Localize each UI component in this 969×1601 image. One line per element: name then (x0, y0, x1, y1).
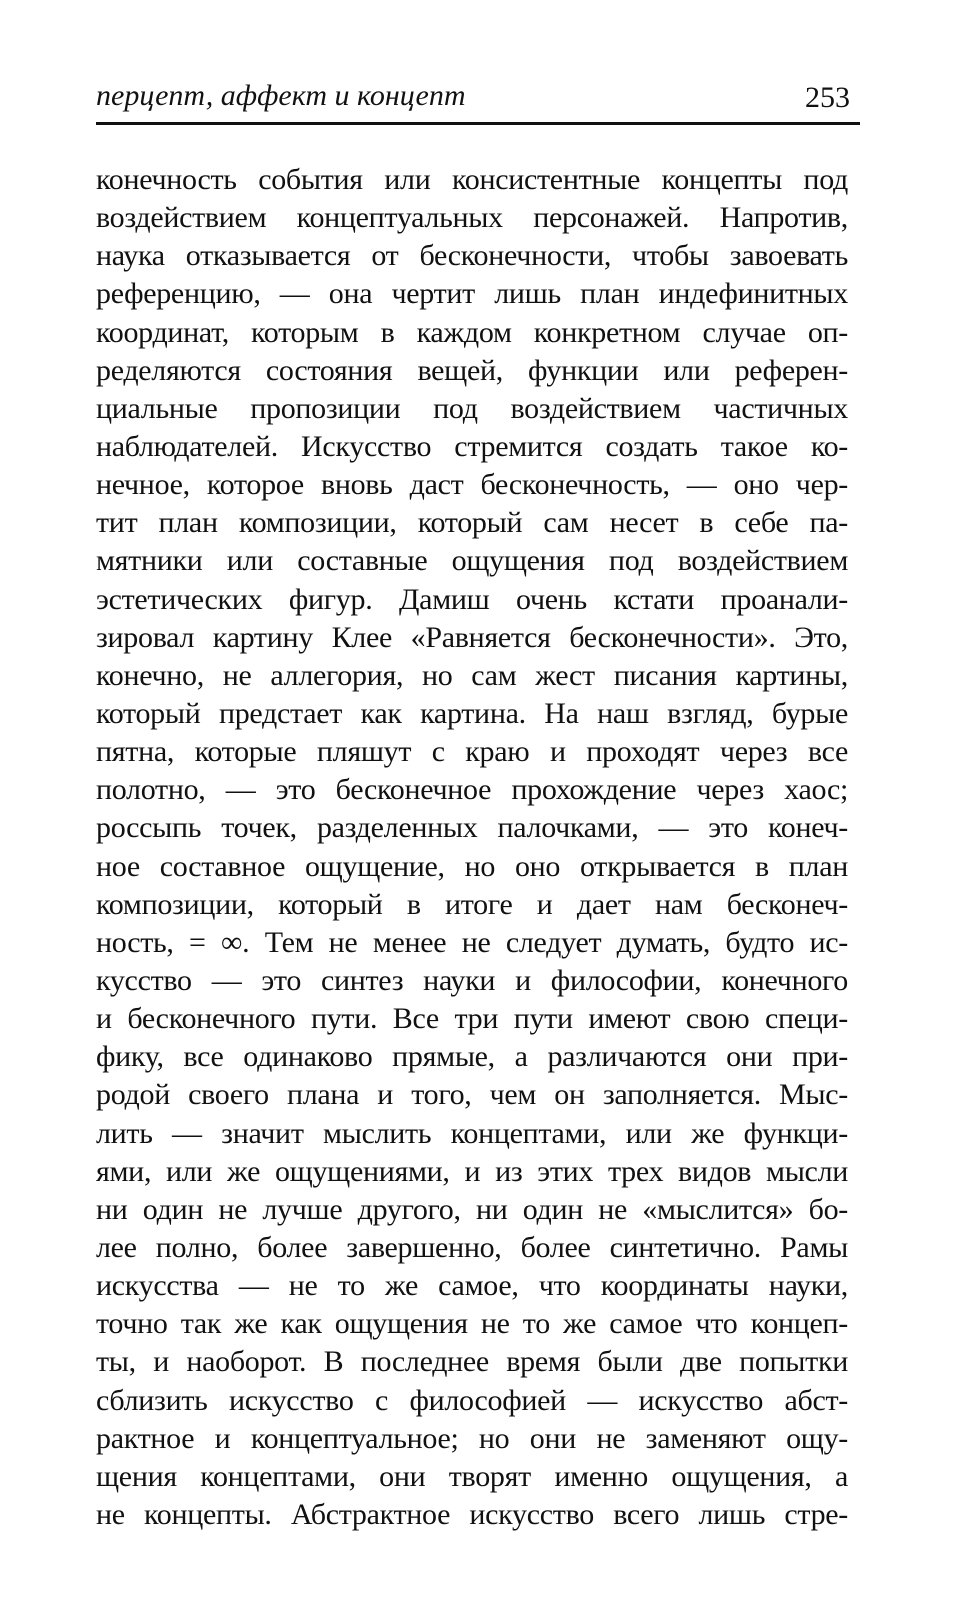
text-line: композиции, который в итоге и дает нам бесконеч- (96, 887, 848, 921)
text-line: родой своего плана и того, чем он заполняется. Мыс- (96, 1078, 848, 1112)
text-line: ное составное ощущение, но оно открывается в план (96, 849, 848, 883)
running-head (96, 76, 858, 120)
text-line: кусство — это синтез науки и философии, конечного (96, 963, 848, 997)
body-text (96, 161, 848, 1534)
text-line: референцию, — она чертит лишь план индефинитных (96, 277, 848, 311)
text-line: лее полно, более завершенно, более синтетично. Рамы (96, 1230, 848, 1264)
text-line: сблизить искусство с философией — искусство абст- (96, 1383, 848, 1417)
text-line: лить — значит мыслить концептами, или же функци- (96, 1116, 848, 1150)
text-line: эстетических фигур. Дамиш очень кстати проанали- (96, 582, 848, 616)
running-title: перцепт, аффект и концепт (96, 79, 466, 112)
text-line: нечное, которое вновь даст бесконечность, — оно чер- (96, 468, 848, 502)
text-line: ями, или же ощущениями, и из этих трех видов мысли (96, 1154, 848, 1188)
text-line: пятна, которые пляшут с краю и проходят через все (96, 735, 848, 769)
text-line: ни один не лучше другого, ни один не «мыслится» бо- (96, 1192, 848, 1226)
text-line: воздействием концептуальных персонажей. Напротив, (96, 201, 848, 235)
text-line: рактное и концептуальное; но они не заменяют ощу- (96, 1421, 848, 1455)
text-line: конечность события или консистентные концепты под (96, 163, 848, 196)
text-line: ты, и наоборот. В последнее время были две попытки (96, 1345, 848, 1379)
text-line: полотно, — это бесконечное прохождение через хаос; (96, 773, 848, 807)
text-line: щения концептами, они творят именно ощущения, а (96, 1459, 848, 1493)
text-line: россыпь точек, разделенных палочками, — это конеч- (96, 811, 848, 845)
text-line: конечно, не аллегория, но сам жест писания картины, (96, 658, 848, 692)
text-line: мятники или составные ощущения под воздействием (96, 544, 848, 578)
text-line: наблюдателей. Искусство стремится создать такое ко- (96, 429, 848, 463)
text-line: ределяются состояния вещей, функции или референ- (96, 353, 848, 387)
text-line: зировал картину Клее «Равняется бесконечности». Это, (96, 620, 848, 654)
text-line: тит план композиции, который сам несет в себе па- (96, 506, 848, 540)
text-line: циальные пропозиции под воздействием частичных (96, 391, 848, 425)
text-line: ность, = ∞. Тем не менее не следует думать, будто ис- (96, 925, 848, 959)
text-line: точно так же как ощущения не то же самое что концеп- (96, 1307, 848, 1341)
header-rule (96, 122, 860, 125)
text-line: фику, все одинаково прямые, а различаются они при- (96, 1040, 848, 1074)
text-line: и бесконечного пути. Все три пути имеют свою специ- (96, 1002, 848, 1036)
text-line: который предстает как картина. На наш взгляд, бурые (96, 696, 848, 730)
text-line: не концепты. Абстрактное искусство всего лишь стре- (96, 1497, 848, 1531)
text-line: искусства — не то же самое, что координаты науки, (96, 1269, 848, 1303)
page-number: 253 (805, 81, 850, 114)
text-line: координат, которым в каждом конкретном случае оп- (96, 315, 848, 349)
text-line: наука отказывается от бесконечности, чтобы завоевать (96, 239, 848, 273)
